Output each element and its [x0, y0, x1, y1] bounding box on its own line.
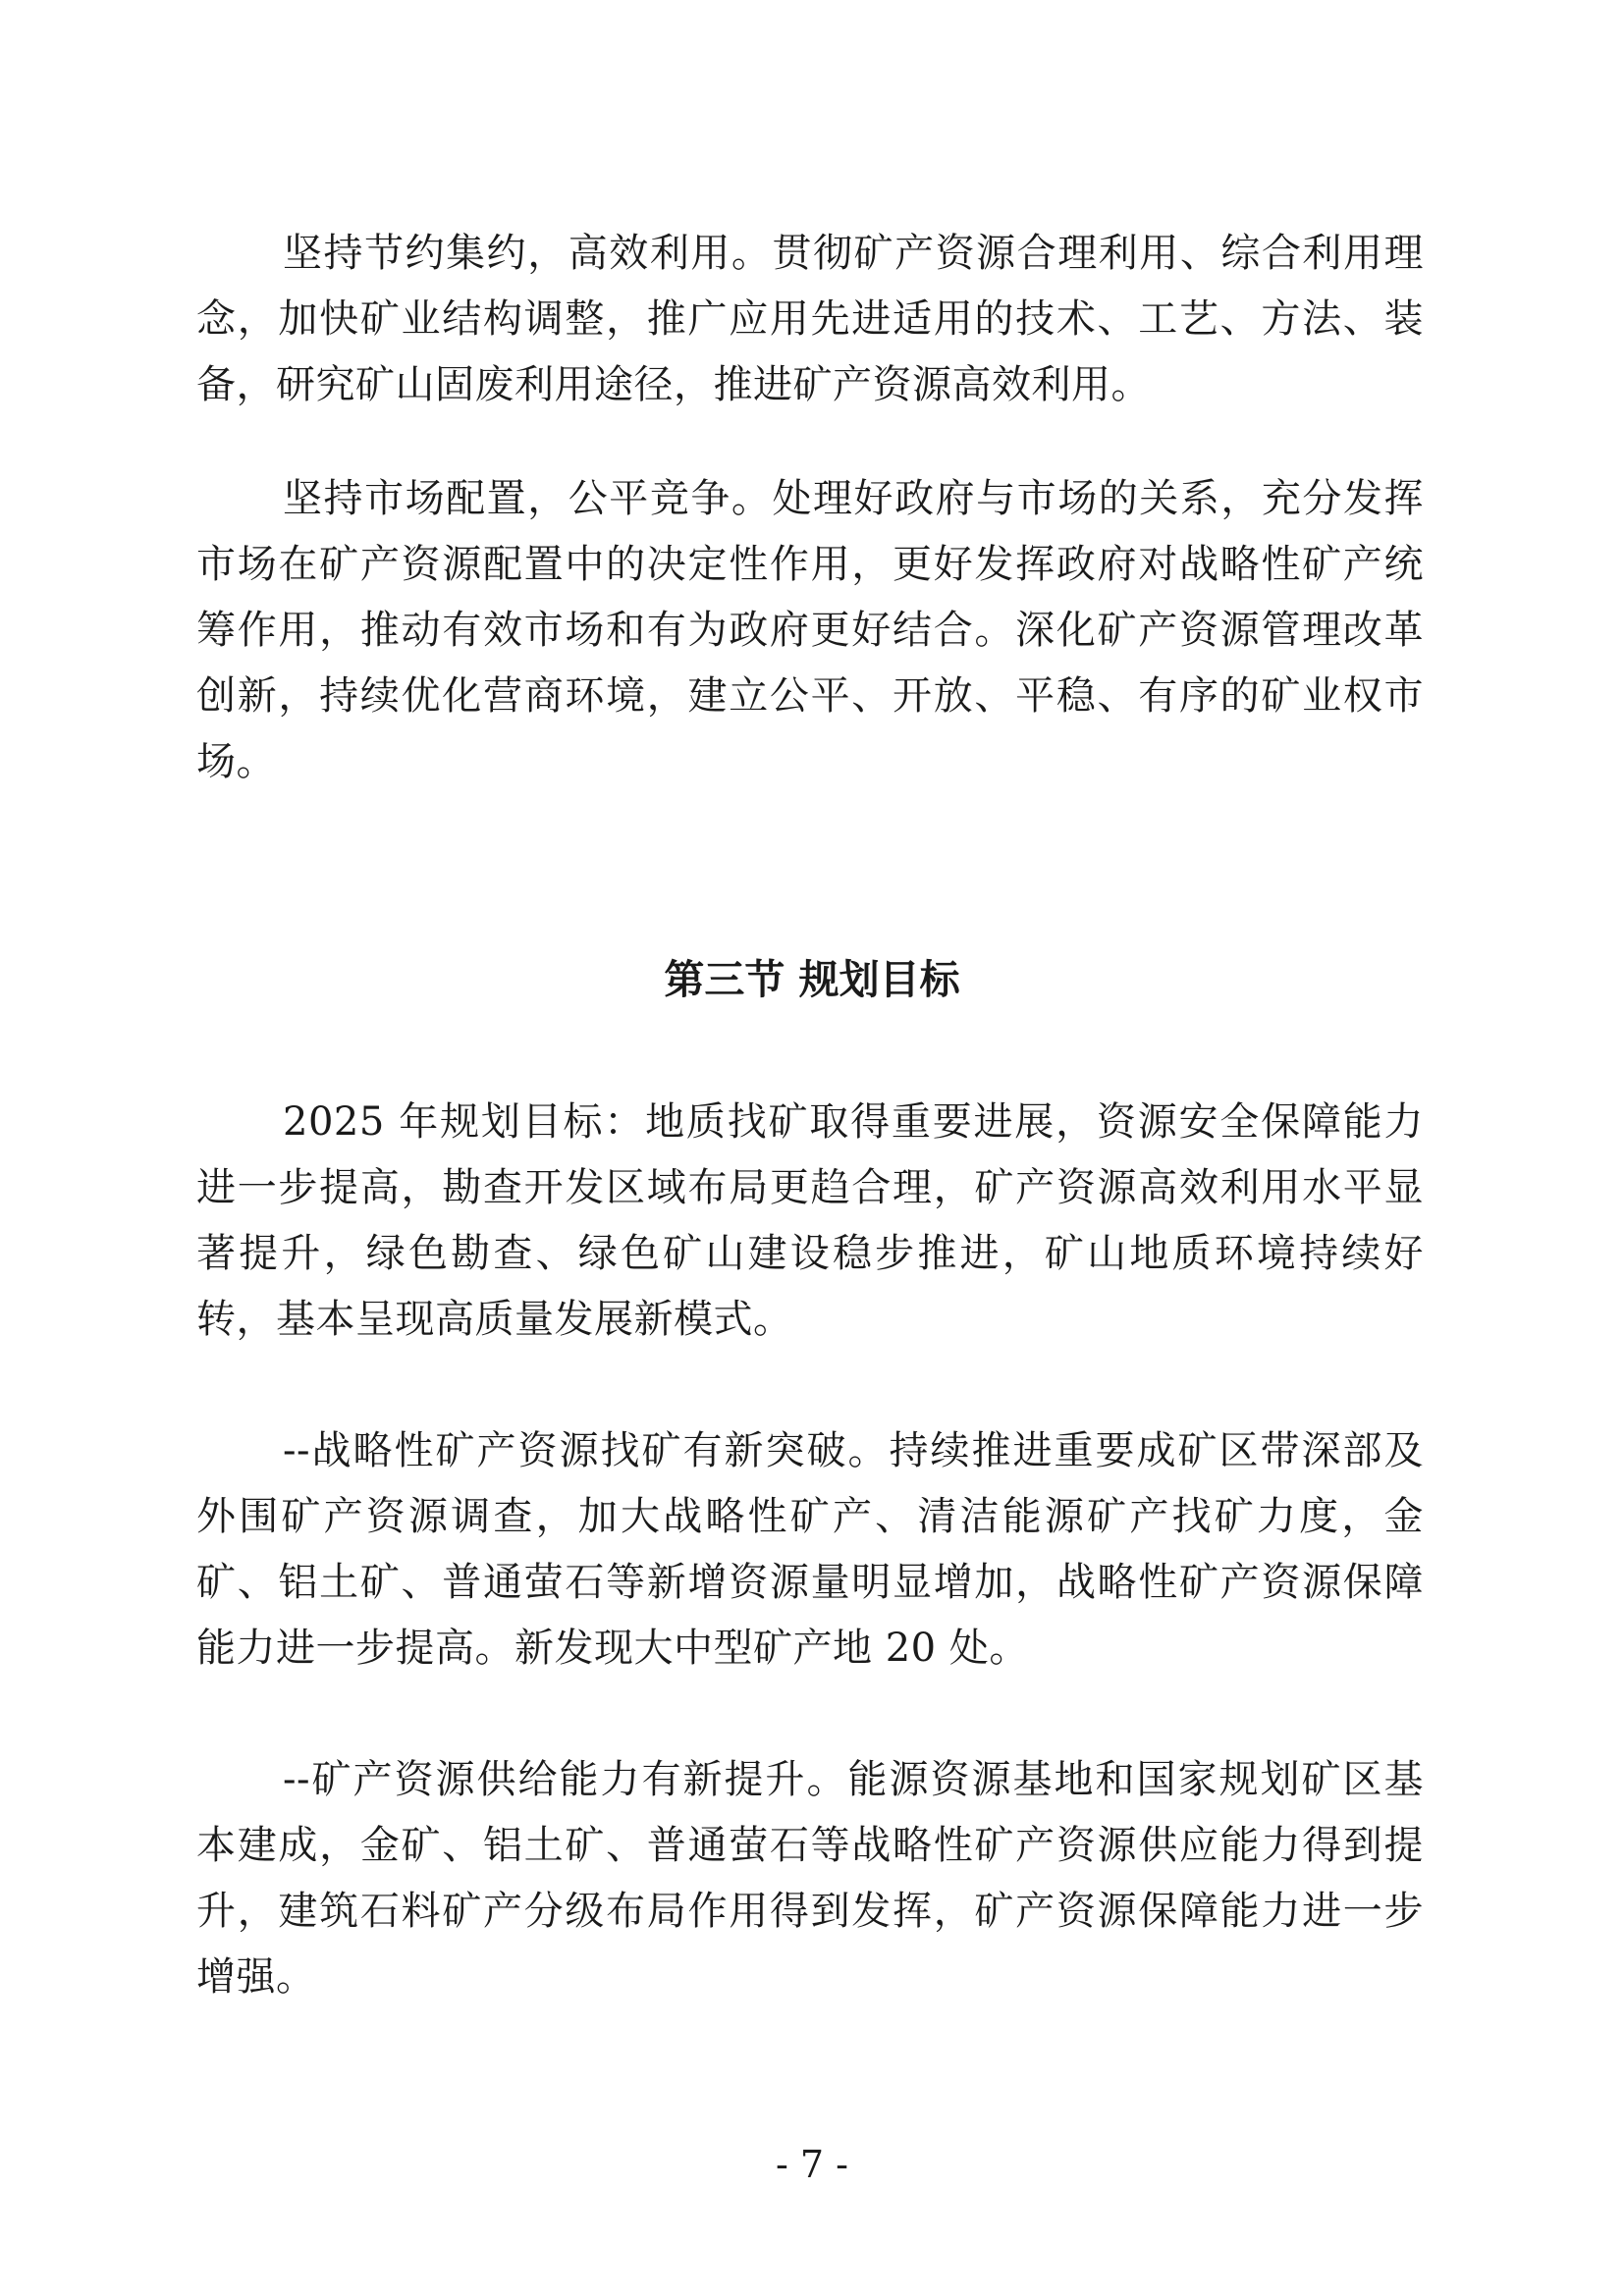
goal-heading-strategic-minerals: --战略性矿产资源找矿有新突破。 — [283, 1428, 890, 1473]
goal-body-2025: 地质找矿取得重要进展，资源安全保障能力进一步提高，勘查开发区域布局更趋合理，矿产资源高效利用水平显著提升，绿色勘查、绿色矿山建设稳步推进，矿山地质环境持续好转，基本呈现高质量发展新模式。 — [196, 1099, 1424, 1342]
goal-heading-supply: --矿产资源供给能力有新提升。 — [283, 1757, 848, 1802]
principle-paragraph-efficiency — [196, 221, 1424, 418]
section-title: 第三节 规划目标 — [664, 956, 960, 1003]
goal-heading-2025: 2025 年规划目标： — [283, 1099, 646, 1145]
goal-body-supply: 能源资源基地和国家规划矿区基本建成，金矿、铝土矿、普通萤石等战略性矿产资源供应能力得到提升，建筑石料矿产分级布局作用得到发挥，矿产资源保障能力进一步增强。 — [196, 1757, 1425, 2000]
goal-body-strategic-minerals: 持续推进重要成矿区带深部及外围矿产资源调查，加大战略性矿产、清洁能源矿产找矿力度，金矿、铝土矿、普通萤石等新增资源量明显增加，战略性矿产资源保障能力进一步提高。新发现大中型矿产地 20 处。 — [196, 1428, 1425, 1671]
page-number: - 7 - — [775, 2143, 848, 2186]
goal-paragraph-supply — [196, 1747, 1424, 2010]
goal-paragraph-2025 — [196, 1090, 1424, 1353]
principle-heading-efficiency: 坚持节约集约，高效利用。 — [283, 231, 773, 276]
principle-paragraph-market — [196, 466, 1424, 795]
principle-body-efficiency: 贯彻矿产资源合理利用、综合利用理念，加快矿业结构调整，推广应用先进适用的技术、工艺、方法、装备，研究矿山固废利用途径，推进矿产资源高效利用。 — [196, 231, 1425, 407]
principle-body-market: 处理好政府与市场的关系，充分发挥市场在矿产资源配置中的决定性作用，更好发挥政府对战略性矿产统筹作用，推动有效市场和有为政府更好结合。深化矿产资源管理改革创新，持续优化营商环境，建立公平、开放、平稳、有序的矿业权市场。 — [196, 476, 1425, 784]
principle-heading-market: 坚持市场配置，公平竞争。 — [283, 476, 773, 521]
goal-paragraph-strategic-minerals — [196, 1418, 1424, 1682]
